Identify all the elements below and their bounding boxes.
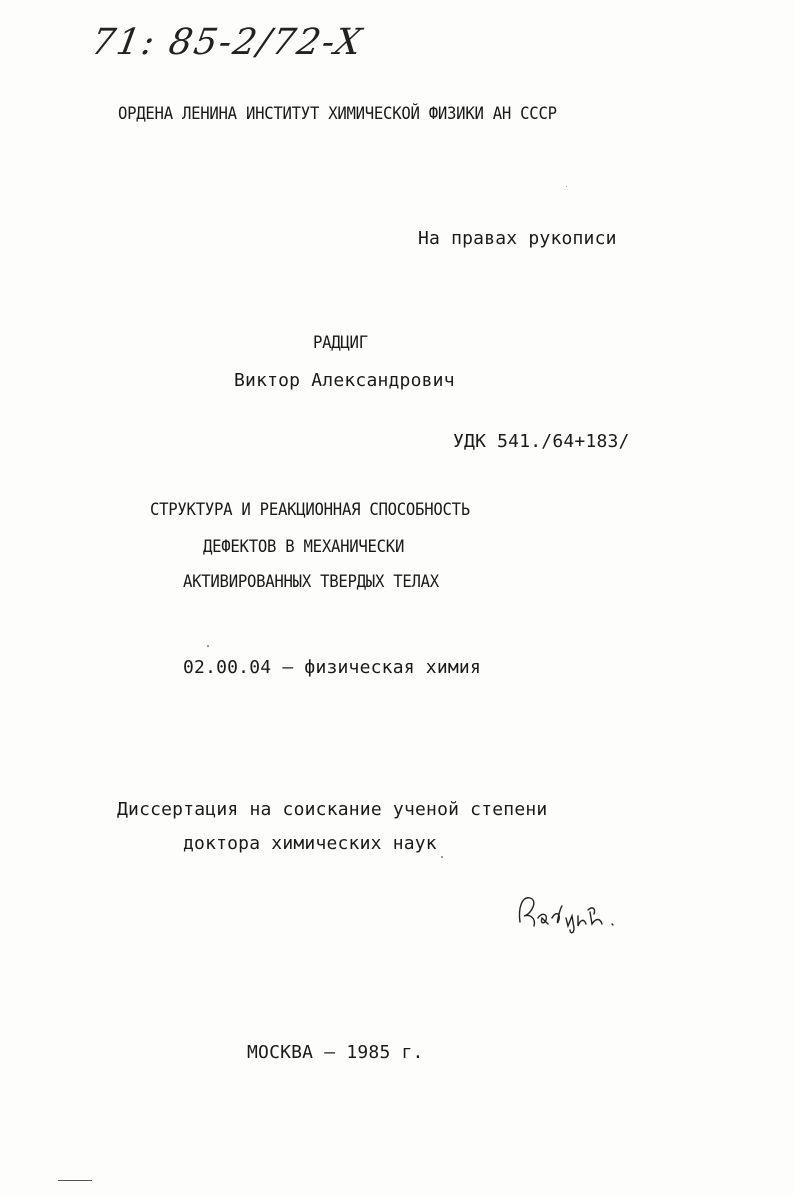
specialty-code: 02.00.04 – физическая химия bbox=[183, 657, 481, 678]
archive-number: 71: 85-2/72-X bbox=[88, 22, 367, 63]
author-signature bbox=[512, 888, 622, 938]
degree-line-2: доктора химических наук bbox=[183, 833, 437, 854]
degree-line-1: Диссертация на соискание ученой степени bbox=[117, 799, 548, 820]
author-surname: РАДЦИГ bbox=[313, 333, 368, 353]
manuscript-rights-note: На правах рукописи bbox=[418, 228, 617, 249]
paper-speck bbox=[566, 186, 567, 187]
udc-code: УДК 541./64+183/ bbox=[453, 431, 630, 452]
paper-speck bbox=[441, 856, 443, 858]
title-line-2: ДЕФЕКТОВ В МЕХАНИЧЕСКИ bbox=[203, 537, 405, 557]
paper-speck bbox=[207, 645, 209, 647]
title-line-3: АКТИВИРОВАННЫХ ТВЕРДЫХ ТЕЛАХ bbox=[183, 572, 439, 592]
place-and-year: МОСКВА – 1985 г. bbox=[247, 1042, 424, 1063]
bottom-edge-mark bbox=[58, 1180, 92, 1181]
author-given-names: Виктор Александрович bbox=[234, 370, 455, 391]
title-line-1: СТРУКТУРА И РЕАКЦИОННАЯ СПОСОБНОСТЬ bbox=[150, 500, 470, 520]
institute-name: ОРДЕНА ЛЕНИНА ИНСТИТУТ ХИМИЧЕСКОЙ ФИЗИКИ АН СССР bbox=[118, 104, 557, 124]
signature-scribble bbox=[512, 888, 622, 938]
